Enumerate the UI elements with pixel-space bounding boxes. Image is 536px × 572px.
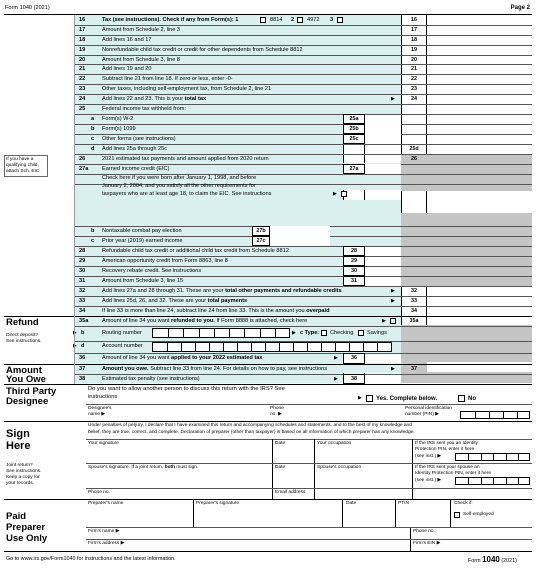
digit-sep <box>181 343 190 352</box>
firm-address-input[interactable] <box>130 541 408 550</box>
line-33-text: Add lines 25d, 26, and 32. These are your <box>102 298 207 304</box>
line-19-desc: Nonrefundable child tax credit or credit for other dependents from Schedule 8812 <box>102 47 303 53</box>
line-35a-num: 35a <box>79 318 89 324</box>
box-25d: 25d <box>409 146 419 152</box>
your-date-label: Date <box>275 441 286 446</box>
arrow-eic-icon: ▶ <box>333 191 337 197</box>
line-35a-desc <box>102 319 307 325</box>
line-27c-amount[interactable] <box>270 236 330 246</box>
firm-ein-input[interactable] <box>450 541 530 550</box>
designee-pin-input[interactable] <box>460 411 530 419</box>
line-31-num: 31 <box>79 278 86 284</box>
spouse-signature-input[interactable] <box>87 472 271 486</box>
digit-sep <box>168 329 177 338</box>
refund-note-1: Direct deposit? <box>6 333 38 338</box>
line-32-num: 32 <box>79 288 86 294</box>
line-25a-num: a <box>91 116 95 122</box>
your-ip-pin-input[interactable] <box>455 453 530 461</box>
box-20: 20 <box>411 57 417 63</box>
digit-sep <box>506 478 515 485</box>
left-gutter-rule <box>74 15 75 384</box>
preparer-date-input[interactable] <box>344 508 394 526</box>
third-party-title-1: Third Party <box>6 386 57 397</box>
firm-phone-input[interactable] <box>442 529 530 538</box>
account-number-input[interactable] <box>152 342 392 352</box>
firm-name-label: Firm's name ▶ <box>88 529 120 534</box>
line-36-num: 36 <box>79 355 86 361</box>
form-4972-label: 4972 <box>307 17 320 23</box>
digit-sep <box>363 343 372 352</box>
box-37: 37 <box>411 366 417 372</box>
digit-sep <box>506 454 515 461</box>
eic-check-text-2: January 2, 2004, and you satisfy all the other requirements for <box>102 183 256 189</box>
digit-sep <box>489 412 498 419</box>
joint-note-2: See instructions. <box>6 469 42 474</box>
digit-sep <box>223 343 232 352</box>
box-22: 22 <box>411 76 417 82</box>
arrow-35b-icon: ▶ <box>73 330 77 336</box>
line-18-desc: Add lines 16 and 17 <box>102 37 152 43</box>
digit-sep <box>260 329 269 338</box>
line-29-num: 29 <box>79 258 86 264</box>
digit-sep <box>167 343 176 352</box>
spouse-occupation-label: Spouse's occupation <box>317 465 362 470</box>
refund-note-2: See instructions. <box>6 339 42 344</box>
joint-note-3: Keep a copy for <box>6 475 40 480</box>
perjury-text-1: Under penalties of perjury, I declare that I have examined this return and accompanying schedules and statements, and to the best of my knowledge and <box>88 423 412 428</box>
designee-phone-label-2: no. ▶ <box>270 412 282 417</box>
line-37-text: Subtract line 33 from line 24. For details on how to pay, see instructions <box>150 366 327 372</box>
perjury-text-2: belief, they are true, correct, and complete. Declaration of preparer (other than taxpayer) is based on all information of which preparer has any knowledge. <box>88 430 415 435</box>
owe-title-2: You Owe <box>6 374 46 385</box>
line-16-desc <box>102 18 238 24</box>
designee-name-label-1: Designee's <box>88 406 112 411</box>
line-25a-amount[interactable] <box>365 114 401 124</box>
line-18-num: 18 <box>79 37 86 43</box>
line-31-desc: Amount from Schedule 3, line 15 <box>102 278 184 284</box>
designee-yes-label <box>376 396 437 402</box>
line-21-num: 21 <box>79 66 86 72</box>
box-34: 34 <box>411 308 417 314</box>
box-35a: 35a <box>409 318 419 324</box>
preparer-signature-label: Preparer's signature <box>196 501 240 506</box>
spouse-date-label: Date <box>275 465 286 470</box>
ip-pin-inst: (see inst.) <box>415 454 437 459</box>
line-33-bold: total payments <box>207 298 248 304</box>
owe-title-1: Amount <box>6 365 42 376</box>
line-26-desc: 2021 estimated tax payments and amount applied from 2020 return <box>102 156 269 162</box>
line-24-text: Add lines 22 and 23. This is your <box>102 96 184 102</box>
line-16-cb3-num: 3 <box>330 17 334 23</box>
line-16-text: Tax (see instructions). Check if any from Form(s): 1 <box>102 17 239 23</box>
line-25a-desc: Form(s) W-2 <box>102 116 134 122</box>
designee-no-checkbox[interactable] <box>458 395 465 402</box>
digit-sep <box>275 329 284 338</box>
box-25b: 25b <box>349 126 359 132</box>
arrow-37-icon: ▶ <box>391 366 395 372</box>
account-label: Account number <box>102 343 143 349</box>
line-24-num: 24 <box>79 96 86 102</box>
box-30: 30 <box>351 268 357 274</box>
digit-sep <box>468 478 477 485</box>
box-28: 28 <box>351 248 357 254</box>
firm-name-input[interactable] <box>130 529 408 538</box>
digit-sep <box>475 412 484 419</box>
spouse-ip-pin-text-3: (see inst.) ▶ <box>415 478 442 483</box>
line-36-desc <box>102 356 262 362</box>
digit-sep <box>229 329 238 338</box>
digit-sep <box>377 343 386 352</box>
line-25d-num: d <box>91 146 95 152</box>
digit-sep <box>321 343 330 352</box>
spouse-ip-pin-inst: (see inst.) <box>415 478 437 483</box>
spouse-ip-pin-text-1: If the IRS sent your spouse an <box>415 465 480 470</box>
line-35a-bold: refunded to you. <box>171 318 215 324</box>
line-27b-desc: Nontaxable combat pay election <box>102 228 182 234</box>
box-33: 33 <box>411 298 417 304</box>
spouse-date-input[interactable] <box>273 472 313 486</box>
digit-sep <box>503 412 512 419</box>
line-22-desc: Subtract line 21 from line 18. If zero or less, enter -0- <box>102 76 233 82</box>
digit-sep <box>279 343 288 352</box>
digit-sep <box>468 454 477 461</box>
your-date-input[interactable] <box>273 448 313 462</box>
email-input[interactable] <box>310 490 530 499</box>
line-25c-num: c <box>91 136 95 142</box>
designee-name-label-2-text: name <box>88 412 100 417</box>
arrow-38-icon: ▶ <box>334 376 338 382</box>
line-25b-amount[interactable] <box>365 124 401 134</box>
box-29: 29 <box>351 258 357 264</box>
arrow-35a-icon: ▶ <box>382 318 386 324</box>
designee-question-2: instructions <box>88 394 118 400</box>
digit-sep <box>481 454 490 461</box>
spouse-sig-tail: must sign. <box>176 465 199 470</box>
box-38: 38 <box>351 376 357 382</box>
digit-sep <box>199 329 208 338</box>
joint-note-4: your records. <box>6 481 34 486</box>
line-27a-desc: Earned income credit (EIC) <box>102 166 170 172</box>
line-30-desc: Recovery rebate credit. See instructions <box>102 268 202 274</box>
line-35a-tail: If Form 8888 is attached, check here <box>216 318 308 324</box>
side-note-l1: If you have a <box>6 157 34 162</box>
box-21: 21 <box>411 66 417 72</box>
digit-sep <box>214 329 223 338</box>
arrow-type-icon: ▶ <box>292 330 296 336</box>
firm-phone-label: Phone no. <box>413 529 435 534</box>
spouse-ip-pin-text-2: Identity Protection PIN, enter it here <box>415 471 491 476</box>
savings-label: Savings <box>367 330 387 336</box>
line-34-num: 34 <box>79 308 86 314</box>
third-party-title-2: Designee <box>6 396 49 407</box>
joint-note-1: Joint return? <box>6 463 33 468</box>
digit-sep <box>518 454 527 461</box>
form-8888-checkbox[interactable] <box>390 318 396 324</box>
line-25b-num: b <box>91 126 95 132</box>
digit-sep <box>493 454 502 461</box>
box-36: 36 <box>351 355 357 361</box>
page-label: Page 2 <box>510 5 530 11</box>
arrow-35d-icon: ▶ <box>73 343 77 349</box>
phone-label: Phone no. <box>88 490 110 495</box>
spouse-signature-label <box>88 466 198 471</box>
your-signature-input[interactable] <box>87 448 271 462</box>
footer-form-number: 1040 <box>482 555 500 564</box>
eic-side-note <box>4 155 48 177</box>
form-8814-label: 8814 <box>270 17 283 23</box>
line-34-desc <box>102 309 330 315</box>
digit-sep <box>209 343 218 352</box>
digit-sep <box>183 329 192 338</box>
refund-title: Refund <box>6 317 39 328</box>
line-24-desc <box>102 97 206 103</box>
self-employed-label: Self-employed <box>463 512 494 517</box>
line-33-num: 33 <box>79 298 86 304</box>
line-25-num: 25 <box>79 106 86 112</box>
line-20-desc: Amount from Schedule 3, line 8 <box>102 57 181 63</box>
line-27c-desc: Prior year (2019) earned income <box>102 238 183 244</box>
preparer-title-2: Preparer <box>6 522 46 533</box>
line-27a-num: 27a <box>79 166 89 172</box>
eic-check-text-1: Check here if you were born after January 1, 1998, and before <box>102 175 257 181</box>
checking-label: Checking <box>330 330 354 336</box>
digit-sep <box>307 343 316 352</box>
box-19: 19 <box>411 47 417 53</box>
type-label: c Type: <box>300 330 320 336</box>
line-36-bold: applied to your 2022 estimated tax <box>171 355 263 361</box>
routing-number-input[interactable] <box>152 328 290 338</box>
line-20-num: 20 <box>79 57 86 63</box>
digit-sep <box>517 412 526 419</box>
line-34-bold: overpaid <box>306 308 330 314</box>
line-16-num: 16 <box>79 17 86 23</box>
line-27b-num: b <box>91 228 95 234</box>
designee-yes-checkbox[interactable] <box>366 395 373 402</box>
line-37-num: 37 <box>79 366 86 372</box>
line-36-text: Amount of line 34 you want <box>102 355 170 361</box>
form-id: Form 1040 (2021) <box>5 5 50 11</box>
digit-sep <box>293 343 302 352</box>
line-23-desc: Other taxes, including self-employment tax, from Schedule 2, line 21 <box>102 86 272 92</box>
spouse-sig-text: Spouse's signature. If a joint return, <box>88 465 164 470</box>
ptin-label: PTIN <box>398 501 409 506</box>
digit-sep <box>265 343 274 352</box>
self-employed-checkbox[interactable] <box>454 512 460 518</box>
line-32-bold: total other payments and refundable credits <box>225 288 342 294</box>
ip-pin-text-3: (see inst.) ▶ <box>415 454 442 459</box>
line-34-text: If line 33 is more than line 24, subtract line 24 from line 33. This is the amount you <box>102 308 305 314</box>
side-note-l2: qualifying child, <box>6 163 39 168</box>
preparer-date-label: Date <box>346 501 357 506</box>
line-32-desc <box>102 289 342 295</box>
line-35d-num: d <box>81 343 85 349</box>
side-note-l3: attach Sch. EIC. <box>6 169 41 174</box>
firm-ein-text: Firm's EIN <box>413 541 436 546</box>
designee-question-1: Do you want to allow another person to discuss this return with the IRS? See <box>88 386 285 392</box>
preparer-title-1: Paid <box>6 511 27 522</box>
firm-address-label: Firm's address ▶ <box>88 541 125 546</box>
line-35b-num: b <box>81 330 85 336</box>
designee-yes-text: Yes. Complete below. <box>376 396 438 402</box>
designee-phone-input[interactable] <box>290 406 390 418</box>
ptin-input[interactable] <box>397 508 449 526</box>
box-27a: 27a <box>349 166 359 172</box>
line-25c-amount[interactable] <box>365 134 401 144</box>
line-16-cb2-num: 2 <box>291 17 295 23</box>
spouse-sig-both: both <box>164 465 176 470</box>
email-label: Email address <box>275 490 306 495</box>
line-21-desc: Add lines 19 and 20 <box>102 66 152 72</box>
footer-form-id <box>468 556 517 564</box>
line-27a-amount[interactable] <box>365 164 401 174</box>
digit-sep <box>244 329 253 338</box>
designee-pin-label-1: Personal identification <box>405 406 452 411</box>
line-25-desc: Federal income tax withheld from: <box>102 106 186 112</box>
designee-pin-label-2: number (PIN) ▶ <box>405 412 439 417</box>
designee-name-label-2: name ▶ <box>88 412 106 417</box>
line-25c-desc: Other forms (see instructions) <box>102 136 176 142</box>
line-30-num: 30 <box>79 268 86 274</box>
footer-form-label: Form <box>468 558 481 564</box>
ip-pin-text-2: Protection PIN, enter it here <box>415 447 475 452</box>
your-signature-label: Your signature <box>88 441 119 446</box>
footer-instructions: Go to www.irs.gov/Form1040 for instructions and the latest information. <box>6 556 176 562</box>
your-occupation-label: Your occupation <box>317 441 352 446</box>
line-17-num: 17 <box>79 27 86 33</box>
spouse-occupation-input[interactable] <box>315 472 411 486</box>
footer-form-year: (2021) <box>501 558 517 564</box>
digit-sep <box>195 343 204 352</box>
line-25d-desc: Add lines 25a through 25c <box>102 146 167 152</box>
line-29-desc: American opportunity credit from Form 8863, line 8 <box>102 258 228 264</box>
check-if-label: Check if: <box>454 501 473 506</box>
form-3-checkbox[interactable] <box>337 17 343 23</box>
form-8814-checkbox[interactable] <box>260 17 266 23</box>
line-17-desc: Amount from Schedule 2, line 3 <box>102 27 181 33</box>
line-26-num: 26 <box>79 156 86 162</box>
arrow-33-icon: ▶ <box>391 298 395 304</box>
designee-no-label: No <box>468 396 476 402</box>
preparer-name-input[interactable] <box>87 508 192 526</box>
firm-name-text: Firm's name <box>88 529 115 534</box>
digit-sep <box>251 343 260 352</box>
amount-gray-25 <box>427 154 532 191</box>
sign-title-2: Here <box>6 440 31 452</box>
designee-pin-label-2-text: number (PIN) <box>405 412 434 417</box>
spouse-ip-pin-input[interactable] <box>455 477 530 485</box>
digit-sep <box>349 343 358 352</box>
line-37-desc <box>102 367 327 373</box>
box-32: 32 <box>411 288 417 294</box>
designee-name-input[interactable] <box>120 406 270 418</box>
line-25b-desc: Form(s) 1099 <box>102 126 136 132</box>
line-27c-num: c <box>91 238 95 244</box>
line-33-desc <box>102 299 247 305</box>
line-23-num: 23 <box>79 86 86 92</box>
line-27b-amount[interactable] <box>270 226 330 236</box>
your-occupation-input[interactable] <box>315 448 411 462</box>
box-25a: 25a <box>349 116 359 122</box>
eic-check-text-3: taxpayers who are at least age 18, to claim the EIC. See instructions <box>102 191 272 197</box>
preparer-signature-input[interactable] <box>195 508 341 526</box>
box-31: 31 <box>351 278 357 284</box>
designee-phone-label-1: Phone <box>270 406 284 411</box>
firm-address-text: Firm's address <box>88 541 120 546</box>
routing-label: Routing number <box>102 330 142 336</box>
box-26: 26 <box>411 156 417 162</box>
digit-sep <box>481 478 490 485</box>
line-22-num: 22 <box>79 76 86 82</box>
box-18: 18 <box>411 37 417 43</box>
line-19-num: 19 <box>79 47 86 53</box>
line-24-bold: total tax <box>184 96 207 102</box>
box-27b: 27b <box>256 228 266 234</box>
box-17: 17 <box>411 27 417 33</box>
preparer-name-label: Preparer's name <box>88 501 124 506</box>
line-37-bold: Amount you owe. <box>102 366 149 372</box>
box-23: 23 <box>411 86 417 92</box>
line-32-text: Add lines 27a and 28 through 31. These are your <box>102 288 224 294</box>
box-27c: 27c <box>256 238 266 244</box>
ip-pin-text-1: If the IRS sent you an Identity <box>415 441 478 446</box>
sign-title-1: Sign <box>6 428 30 440</box>
preparer-title-3: Use Only <box>6 533 48 544</box>
arrow-24-icon: ▶ <box>391 96 395 102</box>
digit-sep <box>493 478 502 485</box>
digit-sep <box>518 478 527 485</box>
firm-ein-label: Firm's EIN ▶ <box>413 541 441 546</box>
designee-phone-label-2-text: no. <box>270 412 277 417</box>
arrow-designee-icon: ▶ <box>358 395 362 401</box>
line-28-desc: Refundable child tax credit or additional child tax credit from Schedule 8812 <box>102 248 289 254</box>
savings-checkbox[interactable] <box>358 330 364 336</box>
box-25c: 25c <box>349 136 359 142</box>
eic-age-checkbox[interactable] <box>341 191 347 197</box>
form-4972-checkbox[interactable] <box>297 17 303 23</box>
arrow-32-icon: ▶ <box>391 288 395 294</box>
line-38-num: 38 <box>79 376 86 382</box>
phone-input[interactable] <box>120 490 270 499</box>
checking-checkbox[interactable] <box>321 330 327 336</box>
digit-sep <box>237 343 246 352</box>
box-24: 24 <box>411 96 417 102</box>
page-number <box>511 5 530 11</box>
box-16: 16 <box>411 17 417 23</box>
line-35a-text: Amount of line 34 you want <box>102 318 170 324</box>
line-38-desc: Estimated tax penalty (see instructions) <box>102 376 200 382</box>
digit-sep <box>335 343 344 352</box>
arrow-36-icon: ▶ <box>334 355 338 361</box>
line-28-num: 28 <box>79 248 86 254</box>
